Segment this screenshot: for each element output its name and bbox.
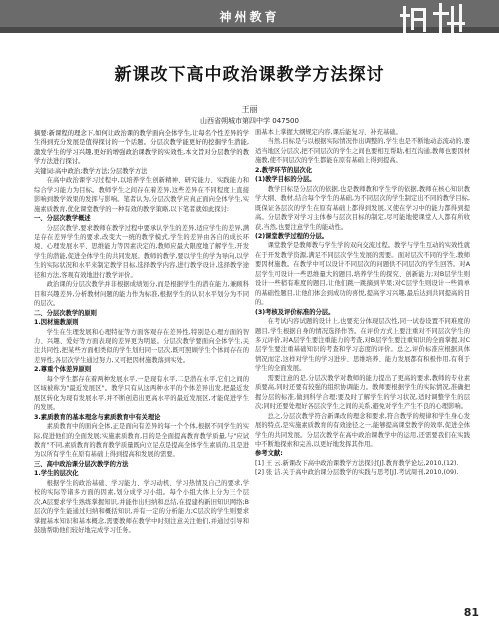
section-heading: 2.教学环节的层次化 (255, 166, 313, 174)
journal-header (0, 0, 499, 33)
paragraph: 学生在生理发展和心理特征等方面客观存在差异性,特别是心理方面的智力、兴趣、爱好等方面表现的差异更为明显。分层次教学要面向全体学生,关注共同性,把某些方面相类似的学生划归同一层次,既可照顾学生个体间存在的差异性,各层次学生通过努力,又可把因材施教落到实处。 (34, 328, 249, 364)
paragraph: 教学目标是分层次的依据,也是教师教和学生学的依据,教师在核心知识教学大纲、教材,结合每个学生的基础,为不同层次的学生制定出不同的教学目标,既保证各层次的学生在原有基础上都得到发展,又使在学习中的能力都得到提高。分层教学对学习主体参与层次目标的制定,尽可能地使课堂人人都有所收获,当然,也要注意学生的能动性。 (255, 185, 470, 231)
left-text-column (34, 129, 249, 535)
article-author: 王丽 (241, 105, 258, 114)
paragraph: 总之,分层次教学符合新课改的理念和要求,符合教学的规律和学生身心发展的特点,是实施素质教育的有效途径之一,能够提高课堂教学的效率,促进全体学生的共同发展。分层次教学在高中政治课教学中的运用,还需要我们在实践中不断地探索和完善,以更好地发挥其作用。 (255, 412, 470, 448)
section-heading: 二、分层次教学的原则 (34, 309, 97, 317)
paragraph: 当然,目标是与以根据实际情况作出调整的,学生也是不断地动态流动的,要适当地区分层次,把不同层次的学生之间也要相互帮助,相互沟通,教师也要因材施教,使不同层次的学生都能在原有基础上得到提高。 (255, 138, 470, 165)
section-heading: (2)课堂教学过程的分层。 (255, 232, 329, 240)
page-number: 81 (463, 606, 479, 619)
reference-item: [2] 张 洁.关于高中政治课分层教学的实践与思考[J].考试周刊,2010,(09). (255, 469, 459, 477)
paragraph: 分层次教学,要求教师在教学过程中要承认学生的差异,适应学生的差异,满足存在差异学生的要求,改变大一统的教学模式,学生的差异由各自的成长环境、心理发展水平、思维能力等因素决定的,教师应最大限度地了解学生,开发学生的潜能,促进全体学生的共同发展。教师的教学,要以学生的学为导向,以学生的实际状况和水平来制定教学目标,选择教学内容,进行教学设计,选择教学途径和方法,客观有效地进行教学评价。 (34, 224, 249, 279)
section-heading: 1.因材施教原则 (34, 319, 79, 327)
references-heading: 参考文献: (255, 450, 283, 458)
section-heading: 2.尊重个体差异原则 (34, 366, 92, 374)
journal-name: 神州教育 (219, 10, 280, 24)
paragraph: 需要注意的是,分层次教学对教师的能力提出了更高的要求,教师的专业素质要高,同时还要有较强的组织协调能力。教师要根据学生的实际情况,准确把握分层的标准,做到科学合理;要及时了解学生的学习状况,适时调整学生的层次;同时还要处理好各层次学生之间的关系,避免对学生产生不良的心理影响。 (255, 374, 470, 411)
section-heading: 1.学生的层次化 (34, 470, 79, 478)
paragraph: 在高中政治课学习过程中,以培养学生创新精神、研究能力、实践能力和综合学习能力为目标。教师学生之间存在着差异,这些差异在不同程度上直接影响到教学效果的发挥与影响。笔者认为,分层次教学应真正面向全体学生,实施素质教育,优化课堂教学的一种有效的教学策略,以下笔者就如此探讨: (34, 177, 249, 213)
paragraph: 在考试内容试题的设计上,也要充分体现层次性,同一试卷设置不同难度的题目,学生根据自身的情况选择作答。在评价方式上要注重对不同层次学生的多元评价,对A层学生要注重能力的考查,对B层学生要注重知识的全面掌握,对C层学生要注重基础知识的考查和学习态度的评价。总之,评价标准应根据具体情况而定,这样对学生的学习进步、思维培养、能力发展都有积极作用,有利于学生的全面发展。 (255, 318, 470, 373)
article-affiliation: 山西省朔城市第四中学 047500 (200, 117, 299, 125)
paragraph: 根据学生的政治基础、学习能力、学习动机、学习热情及自己的要求,学校的实际等诸多方面的因素,划分成学习小组。每个小组大体上分为三个层次,A层要求学生熟练掌握知识,并能作出归纳和总结,在提建构新旧知识网络;B层次的学生能通过归纳和概括知识,并有一定的分析能力;C层次的学生则要求掌握基本知识和基本概念,需要教师在教学中时刻注意关注他们,并通过引导和鼓励帮助他们较好地完成学习任务。 (34, 479, 249, 535)
article-title: 新课改下高中政治课教学方法探讨 (114, 65, 385, 85)
right-text-column (255, 128, 470, 478)
paragraph: 面基本上掌握大纲规定内容,课后能复习、补充基础。 (255, 129, 402, 136)
abstract-text: 摘要:新课程的理念下,如何让政治课的教学面向全体学生,让每名个性差异的学生得到充分发展是值得探讨的一个话题。分层次教学能更好的挖掘学生潜能,激发学生的学习兴趣,更好的增强政治课教学的实效性,本文旨对分层教学的教学方法进行探讨。 (34, 130, 249, 166)
section-heading: 三、高中政治课分层次教学的方法 (34, 460, 129, 468)
reference-item: [1] 王 云.新课改下高中政治课教学方法探讨[J].教育教学论坛,2010,(12). (255, 459, 459, 467)
abstract-text: 关键词:高中政治;教学方法;分层教学方法 (34, 167, 148, 175)
section-heading: 3.素质教育的基本理念与素质教育中有关理论 (34, 413, 161, 421)
paragraph: 素质教育中的面向全体,正是面向有差异的每一个个体,根据不同学生的实际,促进他们的全面发展;实施素质教育,目的是全面提高教育教学质量,与"应试教育"不同,素质教育的教育教学质量既向立足点是提高全体学生素质的,且是进为以所有学生在原有基础上得到提高和发展的需要。 (34, 423, 249, 459)
section-heading: (3)考核及评价标准的分层。 (255, 308, 335, 316)
journal-logo (399, 0, 469, 38)
paragraph: 政治课的分层次教学并非根据成绩划分,而是根据学生的潜在能力,兼顾科目和兴趣差异,分析教材问题的能力作为标准,根据学生的认识水平划分为不同的层次。 (34, 281, 249, 308)
paragraph: 每个学生都存在着两种发展水平,一是现有水平,二是潜在水平,它们之间的区域被称为"最近发展区"。教学只有从这两种水平的个体差异出发,把最近发展区转化为现有发展水平,并不断创造出更高水平的最近发展区,才能促进学生的发展。 (34, 375, 249, 412)
section-heading: 一、分层次教学概述 (34, 215, 91, 223)
paragraph: 课堂教学是教师教与学生学的双向交流过程。教学与学生互动的实效性就在于开发教学资源,满足不同层次学生发展的需要。面对层次不同的学生,教师要因材施教。在教学中可以设计不同层次的问题供不同层次的学生回答。对A层学生可设计一些思维量大的题目,培养学生的探究、创新能力;对B层学生则设计一些稍有难度的题目,让他们跳一跳摘到苹果;对C层学生则设计一些简单的基础性题目,让他们体会到成功的喜悦,提高学习兴趣,最后达到共同提高的目的。 (255, 242, 470, 307)
section-heading: (1)教学目标的分层。 (255, 176, 316, 184)
